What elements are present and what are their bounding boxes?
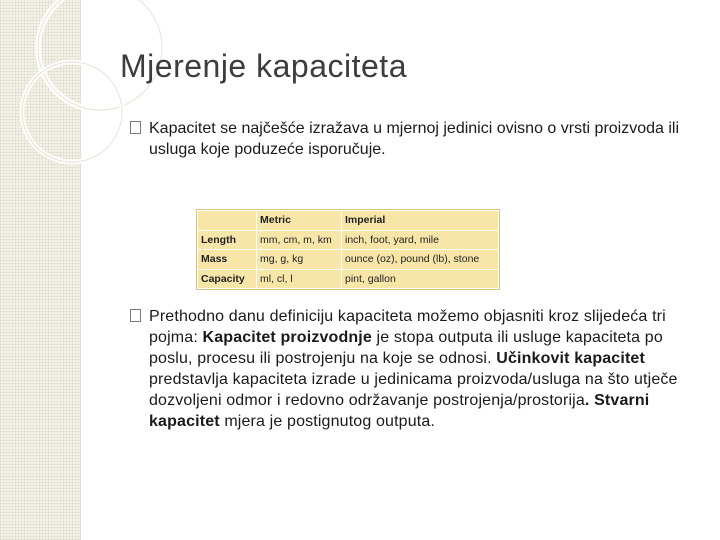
table-header-cell (198, 211, 257, 231)
slide-title: Mjerenje kapaciteta (120, 48, 407, 84)
term-actual-capacity: . Stvarni kapacitet (149, 392, 650, 430)
bullet-text (149, 306, 690, 432)
table-header-cell: Metric (257, 211, 342, 231)
bullet-point (130, 118, 690, 160)
box-glyph-icon (130, 121, 141, 134)
table-header-cell: Imperial (342, 211, 499, 231)
row-label: Capacity (198, 269, 257, 289)
text-run: je stopa outputa ili usluge kapaciteta po poslu, procesu ili postrojenju na koje se odnosi. (149, 329, 663, 367)
table-cell: mm, cm, m, km (257, 230, 342, 250)
row-label: Mass (198, 250, 257, 270)
table-cell: ounce (oz), pound (lb), stone (342, 250, 499, 270)
bullet-text: Kapacitet se najčešće izražava u mjernoj jedinici ovisno o vrsti proizvoda ili usluga koje poduzeće isporučuje. (149, 120, 680, 158)
table-row (198, 250, 499, 270)
table-row (198, 269, 499, 289)
text-run: Prethodno danu definiciju kapaciteta možemo objasniti kroz slijedeća tri pojma: (149, 308, 666, 346)
table-header-row (198, 211, 499, 231)
table-cell: pint, gallon (342, 269, 499, 289)
units-table (196, 209, 500, 290)
table-cell: inch, foot, yard, mile (342, 230, 499, 250)
table-cell: mg, g, kg (257, 250, 342, 270)
term-effective-capacity: Učinkovit kapacitet (496, 350, 645, 367)
table-cell: ml, cl, l (257, 269, 342, 289)
decorative-circles (0, 0, 220, 200)
box-glyph-icon (130, 309, 141, 322)
text-run: mjera je postignutog outputa. (219, 413, 436, 430)
table-row (198, 230, 499, 250)
row-label: Length (198, 230, 257, 250)
bullet-point (130, 306, 690, 432)
text-run: predstavlja kapaciteta izrade u jedinicama proizvoda/usluga na što utječe dozvoljeni odmor i redovno održavanje postrojenja/prostorija (149, 371, 678, 409)
term-production-capacity: Kapacitet proizvodnje (202, 329, 372, 346)
